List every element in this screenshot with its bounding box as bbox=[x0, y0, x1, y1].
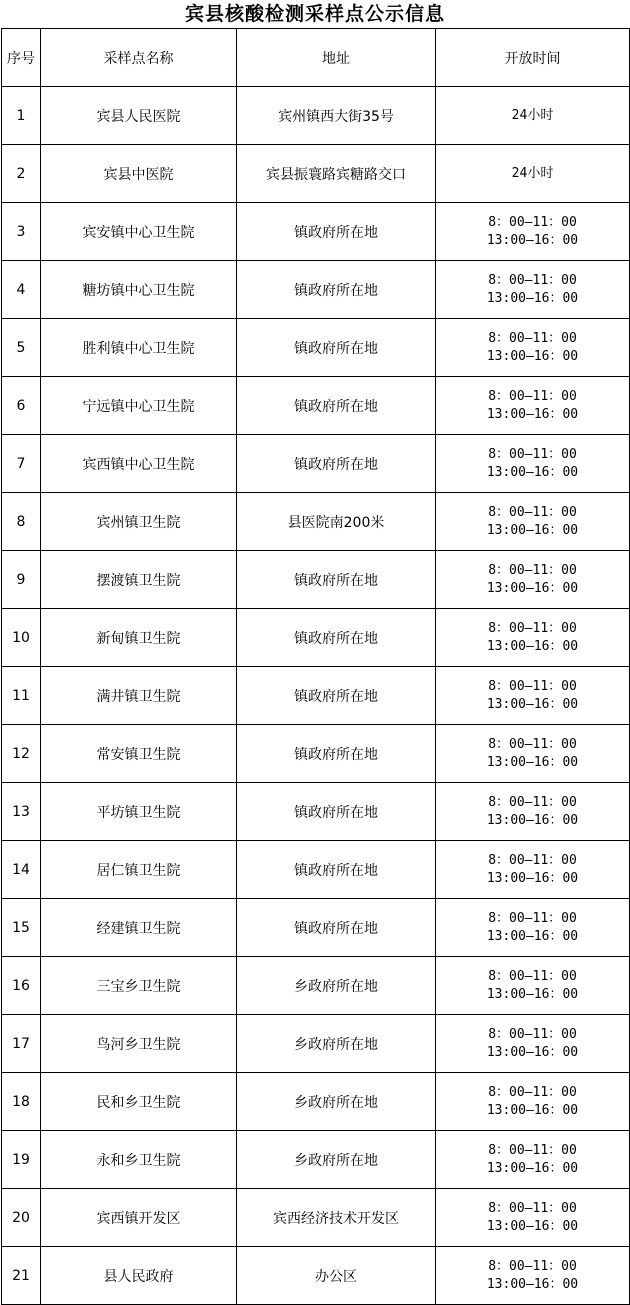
cell-address: 镇政府所在地 bbox=[237, 899, 436, 957]
table-row bbox=[2, 1189, 630, 1247]
hours-line: 8：00—11：00 bbox=[488, 794, 577, 810]
cell-address: 镇政府所在地 bbox=[237, 551, 436, 609]
cell-site-name: 民和乡卫生院 bbox=[41, 1073, 237, 1131]
cell-hours bbox=[436, 957, 630, 1015]
cell-no: 14 bbox=[2, 841, 41, 899]
cell-site-name: 宾县人民医院 bbox=[41, 87, 237, 145]
cell-hours bbox=[436, 319, 630, 377]
table-row bbox=[2, 1073, 630, 1131]
cell-address: 镇政府所在地 bbox=[237, 261, 436, 319]
hours-line: 13:00—16：00 bbox=[486, 928, 579, 944]
cell-site-name: 宾县中医院 bbox=[41, 145, 237, 203]
cell-site-name: 宁远镇中心卫生院 bbox=[41, 377, 237, 435]
hours-line: 13:00—16：00 bbox=[486, 580, 579, 596]
hours-line: 8：00—11：00 bbox=[488, 910, 577, 926]
cell-no: 1 bbox=[2, 87, 41, 145]
cell-no: 21 bbox=[2, 1247, 41, 1305]
hours-line: 8：00—11：00 bbox=[488, 1200, 577, 1216]
hours-line: 13:00—16：00 bbox=[486, 754, 579, 770]
table-row bbox=[2, 899, 630, 957]
hours-line: 13:00—16：00 bbox=[486, 348, 579, 364]
hours-line: 13:00—16：00 bbox=[486, 290, 579, 306]
cell-hours bbox=[436, 1073, 630, 1131]
cell-address: 乡政府所在地 bbox=[237, 1131, 436, 1189]
cell-hours bbox=[436, 551, 630, 609]
hours-line: 8：00—11：00 bbox=[488, 620, 577, 636]
cell-address: 乡政府所在地 bbox=[237, 1015, 436, 1073]
cell-no: 2 bbox=[2, 145, 41, 203]
cell-address: 镇政府所在地 bbox=[237, 319, 436, 377]
cell-no: 16 bbox=[2, 957, 41, 1015]
cell-no: 10 bbox=[2, 609, 41, 667]
header-no: 序号 bbox=[2, 29, 41, 87]
hours-line: 8：00—11：00 bbox=[488, 852, 577, 868]
table-row bbox=[2, 261, 630, 319]
cell-no: 11 bbox=[2, 667, 41, 725]
table-row bbox=[2, 1131, 630, 1189]
cell-no: 20 bbox=[2, 1189, 41, 1247]
cell-address: 镇政府所在地 bbox=[237, 667, 436, 725]
hours-line: 13:00—16：00 bbox=[486, 638, 579, 654]
hours-line: 24小时 bbox=[511, 107, 554, 123]
table-row bbox=[2, 377, 630, 435]
hours-line: 13:00—16：00 bbox=[486, 1160, 579, 1176]
hours-line: 13:00—16：00 bbox=[486, 1276, 579, 1292]
hours-line: 13:00—16：00 bbox=[486, 406, 579, 422]
cell-site-name: 满井镇卫生院 bbox=[41, 667, 237, 725]
cell-hours bbox=[436, 1015, 630, 1073]
cell-address: 镇政府所在地 bbox=[237, 377, 436, 435]
cell-site-name: 摆渡镇卫生院 bbox=[41, 551, 237, 609]
cell-site-name: 胜利镇中心卫生院 bbox=[41, 319, 237, 377]
hours-line: 13:00—16：00 bbox=[486, 1044, 579, 1060]
table-row bbox=[2, 609, 630, 667]
cell-address: 办公区 bbox=[237, 1247, 436, 1305]
hours-line: 13:00—16：00 bbox=[486, 232, 579, 248]
cell-hours bbox=[436, 783, 630, 841]
sampling-sites-table bbox=[1, 28, 630, 1305]
cell-hours bbox=[436, 609, 630, 667]
cell-hours bbox=[436, 725, 630, 783]
hours-line: 13:00—16：00 bbox=[486, 986, 579, 1002]
cell-address: 镇政府所在地 bbox=[237, 783, 436, 841]
cell-hours bbox=[436, 899, 630, 957]
cell-no: 18 bbox=[2, 1073, 41, 1131]
table-header-row bbox=[2, 29, 630, 87]
cell-site-name: 县人民政府 bbox=[41, 1247, 237, 1305]
table-row bbox=[2, 841, 630, 899]
cell-no: 4 bbox=[2, 261, 41, 319]
cell-no: 3 bbox=[2, 203, 41, 261]
hours-line: 13:00—16：00 bbox=[486, 870, 579, 886]
cell-address: 镇政府所在地 bbox=[237, 435, 436, 493]
table-row bbox=[2, 319, 630, 377]
table-body bbox=[2, 87, 630, 1305]
cell-hours bbox=[436, 1247, 630, 1305]
cell-address: 镇政府所在地 bbox=[237, 203, 436, 261]
cell-no: 8 bbox=[2, 493, 41, 551]
table-row bbox=[2, 87, 630, 145]
cell-hours bbox=[436, 377, 630, 435]
cell-no: 5 bbox=[2, 319, 41, 377]
cell-no: 15 bbox=[2, 899, 41, 957]
hours-line: 8：00—11：00 bbox=[488, 446, 577, 462]
hours-line: 8：00—11：00 bbox=[488, 504, 577, 520]
hours-line: 8：00—11：00 bbox=[488, 388, 577, 404]
cell-site-name: 三宝乡卫生院 bbox=[41, 957, 237, 1015]
table-row bbox=[2, 493, 630, 551]
cell-hours bbox=[436, 435, 630, 493]
hours-line: 13:00—16：00 bbox=[486, 522, 579, 538]
hours-line: 8：00—11：00 bbox=[488, 678, 577, 694]
cell-site-name: 平坊镇卫生院 bbox=[41, 783, 237, 841]
cell-site-name: 鸟河乡卫生院 bbox=[41, 1015, 237, 1073]
table-row bbox=[2, 783, 630, 841]
cell-address: 宾西经济技术开发区 bbox=[237, 1189, 436, 1247]
table-row bbox=[2, 435, 630, 493]
hours-line: 13:00—16：00 bbox=[486, 812, 579, 828]
cell-hours bbox=[436, 841, 630, 899]
cell-address: 镇政府所在地 bbox=[237, 609, 436, 667]
hours-line: 8：00—11：00 bbox=[488, 736, 577, 752]
hours-line: 8：00—11：00 bbox=[488, 1026, 577, 1042]
cell-site-name: 永和乡卫生院 bbox=[41, 1131, 237, 1189]
cell-address: 县医院南200米 bbox=[237, 493, 436, 551]
cell-site-name: 宾安镇中心卫生院 bbox=[41, 203, 237, 261]
hours-line: 13:00—16：00 bbox=[486, 464, 579, 480]
cell-no: 13 bbox=[2, 783, 41, 841]
cell-hours bbox=[436, 203, 630, 261]
table-row bbox=[2, 203, 630, 261]
cell-no: 6 bbox=[2, 377, 41, 435]
cell-address: 宾州镇西大街35号 bbox=[237, 87, 436, 145]
cell-no: 9 bbox=[2, 551, 41, 609]
cell-address: 镇政府所在地 bbox=[237, 725, 436, 783]
cell-hours bbox=[436, 145, 630, 203]
table-row bbox=[2, 957, 630, 1015]
hours-line: 13:00—16：00 bbox=[486, 1218, 579, 1234]
table-row bbox=[2, 145, 630, 203]
header-address: 地址 bbox=[237, 29, 436, 87]
hours-line: 8：00—11：00 bbox=[488, 1258, 577, 1274]
header-name: 采样点名称 bbox=[41, 29, 237, 87]
cell-site-name: 糖坊镇中心卫生院 bbox=[41, 261, 237, 319]
hours-line: 8：00—11：00 bbox=[488, 330, 577, 346]
hours-line: 13:00—16：00 bbox=[486, 696, 579, 712]
table-row bbox=[2, 725, 630, 783]
cell-site-name: 常安镇卫生院 bbox=[41, 725, 237, 783]
cell-site-name: 居仁镇卫生院 bbox=[41, 841, 237, 899]
cell-hours bbox=[436, 1189, 630, 1247]
cell-address: 镇政府所在地 bbox=[237, 841, 436, 899]
table-row bbox=[2, 667, 630, 725]
hours-line: 8：00—11：00 bbox=[488, 272, 577, 288]
hours-line: 8：00—11：00 bbox=[488, 214, 577, 230]
cell-no: 7 bbox=[2, 435, 41, 493]
cell-site-name: 新甸镇卫生院 bbox=[41, 609, 237, 667]
cell-no: 12 bbox=[2, 725, 41, 783]
cell-no: 19 bbox=[2, 1131, 41, 1189]
header-hours: 开放时间 bbox=[436, 29, 630, 87]
cell-site-name: 经建镇卫生院 bbox=[41, 899, 237, 957]
cell-site-name: 宾西镇开发区 bbox=[41, 1189, 237, 1247]
cell-address: 乡政府所在地 bbox=[237, 1073, 436, 1131]
hours-line: 13:00—16：00 bbox=[486, 1102, 579, 1118]
hours-line: 24小时 bbox=[511, 165, 554, 181]
cell-hours bbox=[436, 87, 630, 145]
cell-site-name: 宾西镇中心卫生院 bbox=[41, 435, 237, 493]
cell-site-name: 宾州镇卫生院 bbox=[41, 493, 237, 551]
table-row bbox=[2, 1247, 630, 1305]
cell-address: 乡政府所在地 bbox=[237, 957, 436, 1015]
cell-hours bbox=[436, 1131, 630, 1189]
cell-no: 17 bbox=[2, 1015, 41, 1073]
hours-line: 8：00—11：00 bbox=[488, 968, 577, 984]
cell-hours bbox=[436, 261, 630, 319]
hours-line: 8：00—11：00 bbox=[488, 562, 577, 578]
hours-line: 8：00—11：00 bbox=[488, 1084, 577, 1100]
table-row bbox=[2, 1015, 630, 1073]
cell-hours bbox=[436, 493, 630, 551]
table-row bbox=[2, 551, 630, 609]
page-title: 宾县核酸检测采样点公示信息 bbox=[184, 3, 445, 25]
hours-line: 8：00—11：00 bbox=[488, 1142, 577, 1158]
cell-hours bbox=[436, 667, 630, 725]
cell-address: 宾县振寰路宾糖路交口 bbox=[237, 145, 436, 203]
